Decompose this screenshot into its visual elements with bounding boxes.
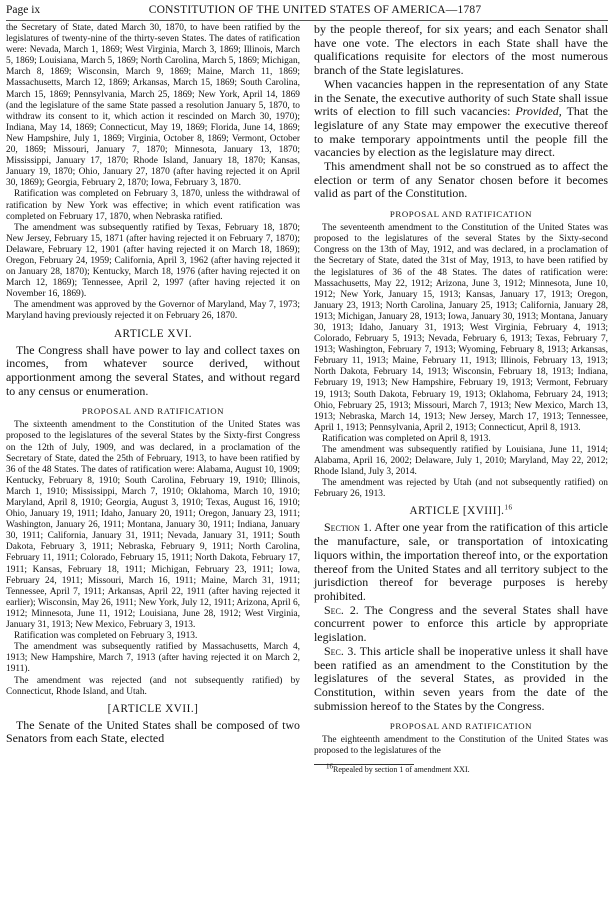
xvi-rejection-note: The amendment was rejected (and not subsequently ratified) by Connecticut, Rhode Island, and Utah.: [6, 675, 300, 697]
article-xvii-text-continued: by the people thereof, for six years; and each Senator shall have one vote. The electors in each State shall have the qualifications requisite for electors of the most numerous branch of the State legislatures.: [314, 22, 608, 78]
two-column-body: [6, 21, 608, 775]
xvi-ratification-text: The sixteenth amendment to the Constitution of the United States was proposed to the legislatures of the several States by the Sixty-first Congress on the 12th of July, 1909, and was declared, in a proclamation of the Secretary of State, dated the 25th of February, 1913, to have been ratified by 36 of the 48 States. The dates of ratification were: Alabama, August 10, 1909; Kentucky, February 8, 1910; South Carolina, February 19, 1910; Illinois, March 1, 1910; Mississippi, March 7, 1910; Oklahoma, March 10, 1910; Maryland, April 8, 1910; Georgia, August 3, 1910; Texas, August 16, 1910; Ohio, January 19, 1911; Idaho, January 20, 1911; Oregon, January 23, 1911; Washington, January 26, 1911; Montana, January 30, 1911; Indiana, January 30, 1911; California, January 31, 1911; Nevada, January 31, 1911; South Dakota, February 3, 1911; Nebraska, February 9, 1911; North Carolina, February 11, 1911; Colorado, February 15, 1911; North Dakota, February 17, 1911; Kansas, February 18, 1911; Michigan, February 23, 1911; Iowa, February 24, 1911; Missouri, March 16, 1911; Maine, March 31, 1911; Tennessee, April 7, 1911; Arkansas, April 22, 1911 (after having rejected it earlier); Wisconsin, May 26, 1911; New York, July 12, 1911; Arizona, April 6, 1912; Minnesota, June 11, 1912; Louisiana, June 28, 1912; West Virginia, January 31, 1913; New Mexico, February 3, 1913.: [6, 420, 300, 631]
xv-ratification-continued: the Secretary of State, dated March 30, 1870, to have been ratified by the legislatures of twenty-nine of the thirty-seven States. The dates of ratification were: Nevada, March 1, 1869; West Virginia, March 3, 1869; Illinois, March 5, 1869; Louisiana, March 5, 1869; North Carolina, March 5, 1869; Michigan, March 8, 1869; Wisconsin, March 9, 1869; Maine, March 11, 1869; Massachusetts, March 12, 1869; Arkansas, March 15, 1869; South Carolina, March 15, 1869; Pennsylvania, March 25, 1869; New York, April 14, 1869 (and the legislature of the same State passed a resolution January 5, 1870, to withdraw its consent to it, which action it rescinded on March 30, 1970); Indiana, May 14, 1869; Connecticut, May 19, 1869; Florida, June 14, 1869; New Hampshire, July 1, 1869; Virginia, October 8, 1869; Vermont, October 20, 1869; Missouri, January 7, 1870; Minnesota, January 13, 1870; Mississippi, January 17, 1870; Rhode Island, January 18, 1870; Kansas, January 19, 1870; Ohio, January 27, 1870 (after having rejected it on April 30, 1869); Georgia, February 2, 1870; Iowa, February 3, 1870.: [6, 23, 300, 189]
article-xvii-vacancies-clause: When vacancies happen in the representation of any State in the Senate, the executive authority of such State shall issue writs of election to fill such vacancies: Provided, That the legislature of any State may empower the executive thereof to make temporary appointments until the people fill the vacancies by election as the legislature may direct.: [314, 76, 608, 160]
xvi-proposal-heading: PROPOSAL AND RATIFICATION: [81, 406, 225, 417]
article-xviii-section-1: Section 1. After one year from the ratification of this article the manufacture, sale, or transportation of intoxicating liquors within, the importation thereof into, or the exportation thereof from the United States and all territory subject to the jurisdiction thereof for beverage purposes is hereby prohibited.: [314, 520, 608, 603]
xv-completion-note: Ratification was completed on February 3, 1870, unless the withdrawal of ratification by New York was effective; in which event ratification was completed on February 17, 1870, when Nebraska ratified.: [6, 189, 300, 222]
xvi-completion-note: Ratification was completed on February 3, 1913.: [14, 631, 198, 642]
left-column: [6, 23, 300, 775]
right-column: [314, 23, 608, 775]
xvii-subsequent-ratification: The amendment was subsequently ratified by Louisiana, June 11, 1914; Alabama, April 16, 2002; Delaware, July 1, 2010; Maryland, May 22, 2012; Rhode Island, July 3, 2014.: [314, 445, 608, 478]
footnote: $^{16}$Repealed by section 1 of amendment XXI.: [326, 761, 470, 774]
article-xvii-construction-clause: This amendment shall not be so construed as to affect the election or term of any Senator chosen before it becomes valid as part of the Constitution.: [314, 159, 608, 201]
xv-maryland-note: The amendment was approved by the Governor of Maryland, May 7, 1973; Maryland having previously rejected it on February 26, 1870.: [6, 300, 300, 322]
article-xvi-text: The Congress shall have power to lay and collect taxes on incomes, from whatever source derived, without apportionment among the several States, and without regard to any census or enumeration.: [6, 342, 300, 398]
xviii-proposal-heading: PROPOSAL AND RATIFICATION: [389, 721, 533, 732]
xvii-rejection-note: The amendment was rejected by Utah (and not subsequently ratified) on February 26, 1913.: [314, 478, 608, 500]
running-header: [6, 4, 608, 21]
xvi-subsequent-ratification: The amendment was subsequently ratified by Massachusetts, March 4, 1913; New Hampshire, March 7, 1913 (after having rejected it on March 2, 1911).: [6, 642, 300, 675]
xv-subsequent-ratification: The amendment was subsequently ratified by Texas, February 18, 1870; New Jersey, February 15, 1871 (after having rejected it on February 7, 1870); Delaware, February 12, 1901 (after having rejected it on March 18, 1869); Oregon, February 24, 1959; California, April 3, 1962 (after having rejected it on January 28, 1870); Kentucky, March 18, 1976 (after having rejected it on March 12, 1869); Tennessee, April 2, 1997 (after having rejected it on November 16, 1869).: [6, 222, 300, 300]
article-xvii-text-start: The Senate of the United States shall be composed of two Senators from each State, elected: [6, 717, 300, 746]
article-xviii-section-2: Sec. 2. The Congress and the several States shall have concurrent power to enforce this article by appropriate legislation.: [314, 602, 608, 645]
article-xvii-heading: [ARTICLE XVII.]: [107, 702, 199, 715]
xviii-ratification-text-start: The eighteenth amendment to the Constitution of the United States was proposed to the legislatures of the: [314, 735, 608, 757]
running-title: CONSTITUTION OF THE UNITED STATES OF AMERICA—1787: [148, 4, 482, 16]
xvii-completion-note: Ratification was completed on April 8, 1913.: [322, 433, 491, 444]
page-number: Page ix: [6, 4, 41, 16]
footnote-reference: 16: [504, 503, 513, 512]
article-xviii-section-3: Sec. 3. This article shall be inoperative unless it shall have been ratified as an amendment to the Constitution by the legislatures of the several States, as provided in the Constitution, within seven years from the date of the submission hereof to the States by the Congress.: [314, 643, 608, 713]
xvii-ratification-text: The seventeenth amendment to the Constitution of the United States was proposed to the legislatures of the several States by the Sixty-second Congress on the 13th of May, 1912, and was declared, in a proclamation of the Secretary of State, dated the 31st of May, 1913, to have been ratified by the legislatures of 36 of the 48 States. The dates of ratification were: Massachusetts, May 22, 1912; Arizona, June 3, 1912; Minnesota, June 10, 1912; New York, January 15, 1913; Kansas, January 17, 1913; Oregon, January 23, 1913; North Carolina, January 25, 1913; California, January 28, 1913; Michigan, January 28, 1913; Iowa, January 30, 1913; Montana, January 30, 1913; Idaho, January 31, 1913; West Virginia, February 4, 1913; Colorado, February 5, 1913; Nevada, February 6, 1913; Texas, February 7, 1913; Washington, February 7, 1913; Wyoming, February 8, 1913; Arkansas, February 11, 1913; Maine, February 11, 1913; Illinois, February 13, 1913; North Dakota, February 14, 1913; Wisconsin, February 18, 1913; Indiana, February 19, 1913; New Hampshire, February 19, 1913; Vermont, February 19, 1913; South Dakota, February 19, 1913; Oklahoma, February 24, 1913; Ohio, February 25, 1913; Missouri, March 7, 1913; New Mexico, March 13, 1913; Nebraska, March 14, 1913; New Jersey, March 17, 1913; Tennessee, April 1, 1913; Pennsylvania, April 2, 1913; Connecticut, April 8, 1913.: [314, 223, 608, 433]
article-xvi-heading: ARTICLE XVI.: [113, 327, 193, 340]
xvii-proposal-heading: PROPOSAL AND RATIFICATION: [389, 209, 533, 220]
article-xviii-heading: ARTICLE [XVIII].$^{16}$: [409, 503, 513, 518]
